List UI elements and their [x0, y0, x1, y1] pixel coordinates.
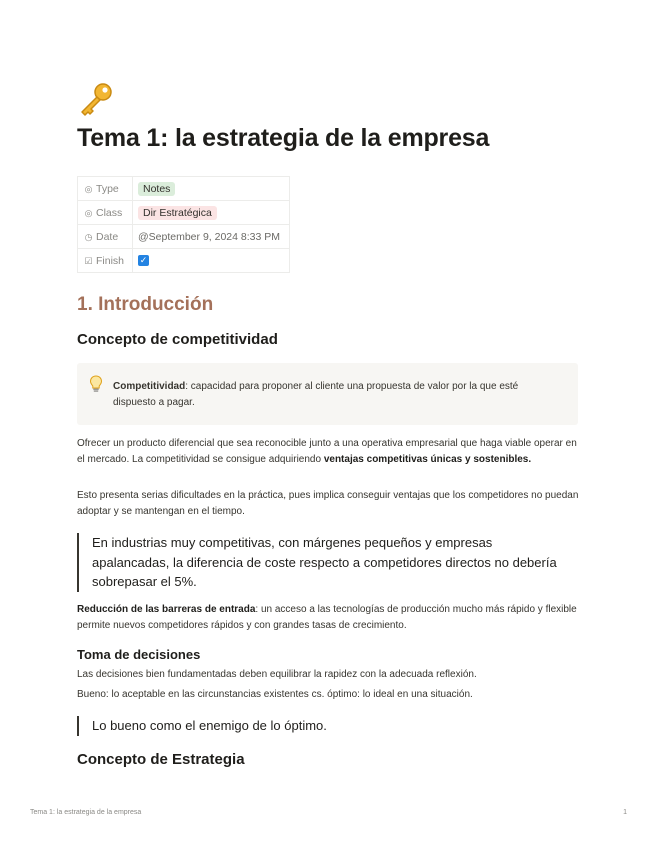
- clock-icon: ◷: [84, 231, 93, 242]
- property-label: Finish: [96, 254, 125, 267]
- circle-dot-icon: ◎: [84, 183, 93, 194]
- callout-text: [113, 379, 563, 411]
- callout-term: Competitividad: [113, 381, 186, 392]
- type-tag: Notes: [138, 182, 175, 196]
- property-value[interactable]: [133, 201, 290, 225]
- paragraph: Esto presenta serias dificultades en la práctica, pues implica conseguir ventajas que los competidores no puedan adoptar y se mantengan en el tiempo.: [77, 490, 579, 517]
- property-row-date[interactable]: [78, 225, 290, 249]
- property-row-type[interactable]: [78, 177, 290, 201]
- subheading-toma-de-decisiones: Toma de decisiones: [77, 647, 201, 662]
- paragraph: Las decisiones bien fundamentadas deben equilibrar la rapidez con la adecuada reflexión.: [77, 669, 477, 680]
- key-icon: [76, 80, 116, 120]
- footer-title: Tema 1: la estrategia de la empresa: [30, 809, 142, 816]
- property-value[interactable]: [133, 177, 290, 201]
- property-key: [78, 177, 133, 201]
- subheading-competitividad: Concepto de competitividad: [77, 331, 278, 348]
- property-value[interactable]: [133, 249, 290, 273]
- callout-definition: : capacidad para proponer al cliente una propuesta de valor por la que esté dispuesto a pagar.: [113, 381, 519, 408]
- checkbox-icon: ☑: [84, 255, 93, 266]
- paragraph: [77, 436, 579, 468]
- property-row-class[interactable]: [78, 201, 290, 225]
- subheading-concepto-de-estrategia: Concepto de Estrategia: [77, 751, 245, 768]
- paragraph-text: Ofrecer un producto diferencial que sea reconocible junto a una operativa empresarial que haga viable operar en el mercado. La competitividad se consigue adquiriendo: [77, 438, 577, 465]
- property-key: [78, 201, 133, 225]
- properties-table: [77, 176, 290, 273]
- paragraph: [77, 602, 579, 634]
- section-heading-introduccion: 1. Introducción: [77, 294, 214, 315]
- footer-page-number: 1: [623, 809, 627, 816]
- property-label: Type: [96, 182, 119, 195]
- property-label: Class: [96, 206, 123, 219]
- paragraph-bold: Reducción de las barreras de entrada: [77, 604, 256, 615]
- quote-block: Lo bueno como el enemigo de lo óptimo.: [77, 716, 557, 736]
- paragraph-text: : un acceso a las tecnologías de producción mucho más rápido y flexible permite nuevos competidores rápidos y con grandes tasas de crecimiento.: [77, 604, 577, 631]
- property-key: [78, 249, 133, 273]
- property-row-finish[interactable]: [78, 249, 290, 273]
- property-key: [78, 225, 133, 249]
- class-tag: Dir Estratégica: [138, 206, 217, 220]
- page-title: Tema 1: la estrategia de la empresa: [77, 124, 490, 152]
- paragraph-bold: ventajas competitivas únicas y sostenibles.: [323, 454, 532, 465]
- property-label: Date: [96, 230, 119, 243]
- callout: [77, 363, 578, 425]
- paragraph: Bueno: lo aceptable en las circunstancias existentes cs. óptimo: lo ideal en una situación.: [77, 689, 473, 700]
- circle-dot-icon: ◎: [84, 207, 93, 218]
- quote-block: En industrias muy competitivas, con márgenes pequeños y empresas apalancadas, la diferencia de coste respecto a competidores directos no debería sobrepasar el 5%.: [77, 533, 557, 592]
- date-value[interactable]: @September 9, 2024 8:33 PM: [133, 225, 290, 249]
- lightbulb-icon: [89, 375, 105, 393]
- finish-checkbox[interactable]: ✓: [139, 255, 148, 266]
